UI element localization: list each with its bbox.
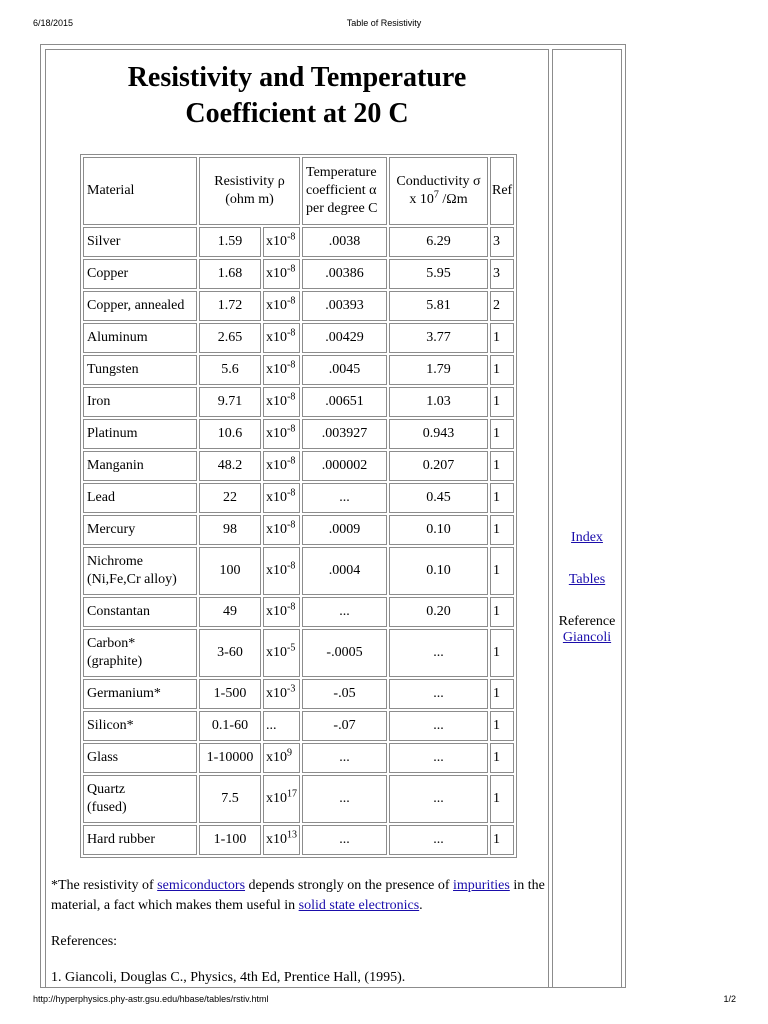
cell-resistivity: 9.71 [199,387,261,417]
cell-resistivity: 3-60 [199,629,261,677]
cell-ref: 1 [490,323,514,353]
cell-ref: 1 [490,387,514,417]
table-row [83,597,514,627]
material-name: Glass [87,750,119,765]
power-exponent: 13 [287,829,297,841]
cell-ref: 1 [490,547,514,595]
cell-power [263,259,300,289]
header-tempcoef-line1: Temperature [306,165,377,180]
cell-material [83,547,197,595]
table-row [83,451,514,481]
power-exponent: -5 [287,642,296,654]
cell-ref: 1 [490,679,514,709]
header-tempcoef-line3: per degree C [306,201,378,216]
cell-conductivity: 1.79 [389,355,488,385]
cell-power [263,629,300,677]
cell-power [263,711,300,741]
cell-conductivity: ... [389,711,488,741]
cell-ref: 3 [490,227,514,257]
power-exponent: -8 [287,455,296,467]
power-base: x10 [266,490,287,505]
cell-ref: 1 [490,515,514,545]
cell-resistivity: 100 [199,547,261,595]
cell-power [263,419,300,449]
cell-power [263,743,300,773]
power-exponent: -8 [287,487,296,499]
cell-power [263,355,300,385]
solid-state-electronics-link[interactable]: solid state electronics [298,898,420,913]
cell-power [263,291,300,321]
header-resistivity [199,157,300,225]
power-exponent: 17 [287,788,297,800]
cell-resistivity: 2.65 [199,323,261,353]
giancoli-link[interactable]: Giancoli [562,630,612,645]
power-base: x10 [266,234,287,249]
header-conductivity-line2-post: /Ωm [438,192,468,207]
cell-power [263,597,300,627]
references-label: References: [51,934,118,949]
header-tempcoef-line2: coefficient α [306,183,377,198]
cell-ref: 1 [490,355,514,385]
table-row [83,355,514,385]
table-row [83,323,514,353]
cell-temp-coefficient: .00651 [302,387,387,417]
material-name: Silver [87,234,121,249]
material-name: Mercury [87,522,136,537]
semiconductors-link[interactable]: semiconductors [157,878,246,893]
main-content [45,49,549,988]
page-title-line1: Resistivity and Temperature [127,62,467,93]
cell-material [83,355,197,385]
cell-power [263,547,300,595]
cell-material [83,825,197,855]
cell-resistivity: 10.6 [199,419,261,449]
impurities-link[interactable]: impurities [453,878,510,893]
cell-temp-coefficient: .00429 [302,323,387,353]
power-exponent: -8 [287,295,296,307]
cell-temp-coefficient: -.07 [302,711,387,741]
cell-material [83,743,197,773]
cell-ref: 1 [490,711,514,741]
cell-ref: 1 [490,629,514,677]
cell-resistivity: 0.1-60 [199,711,261,741]
cell-ref: 1 [490,419,514,449]
reference-item-1: 1. Giancoli, Douglas C., Physics, 4th Ed, Prentice Hall, (1995). [51,970,406,985]
table-row [83,711,514,741]
cell-ref: 1 [490,775,514,823]
cell-conductivity: 0.207 [389,451,488,481]
cell-power [263,775,300,823]
cell-power [263,323,300,353]
cell-temp-coefficient: .000002 [302,451,387,481]
header-conductivity [389,157,488,225]
cell-material [83,679,197,709]
note-text-4: . [419,898,423,913]
material-name: Aluminum [87,330,148,345]
power-exponent: -8 [287,560,296,572]
power-exponent: -8 [287,391,296,403]
table-row [83,679,514,709]
cell-material [83,629,197,677]
page-title-line2: Coefficient at 20 C [185,98,409,129]
cell-resistivity: 48.2 [199,451,261,481]
material-name: Silicon* [87,718,134,733]
material-name: Quartz [87,782,126,797]
cell-resistivity: 1-100 [199,825,261,855]
print-header [0,18,768,32]
header-ref: Ref [490,157,514,225]
cell-power [263,825,300,855]
cell-material [83,483,197,513]
cell-temp-coefficient: -.0005 [302,629,387,677]
header-conductivity-line2-pre: x 10 [409,192,434,207]
cell-resistivity: 22 [199,483,261,513]
material-subname: (fused) [87,800,127,815]
note-text-1: *The resistivity of [51,878,158,893]
power-exponent: -8 [287,231,296,243]
power-base: x10 [266,426,287,441]
table-row [83,291,514,321]
print-url: http://hyperphysics.phy-astr.gsu.edu/hbase/tables/rstiv.html [33,994,269,1004]
material-name: Germanium* [87,686,161,701]
power-base: x10 [266,330,287,345]
cell-conductivity: 1.03 [389,387,488,417]
cell-resistivity: 1.72 [199,291,261,321]
cell-conductivity: 5.81 [389,291,488,321]
print-date: 6/18/2015 [33,18,74,28]
power-base: x10 [266,832,287,847]
power-base: ... [266,718,277,733]
power-exponent: -8 [287,423,296,435]
cell-temp-coefficient: .0045 [302,355,387,385]
cell-material [83,419,197,449]
material-name: Hard rubber [87,832,156,847]
cell-material [83,227,197,257]
cell-material [83,711,197,741]
page-title [46,60,548,132]
reference-label: Reference [558,614,616,629]
cell-power [263,227,300,257]
power-base: x10 [266,563,287,578]
cell-conductivity: ... [389,775,488,823]
header-material: Material [83,157,197,225]
cell-ref: 2 [490,291,514,321]
cell-material [83,597,197,627]
page-frame [40,44,626,988]
cell-power [263,679,300,709]
table-row [83,547,514,595]
power-exponent: -8 [287,519,296,531]
power-base: x10 [266,686,287,701]
cell-conductivity: ... [389,825,488,855]
cell-temp-coefficient: ... [302,775,387,823]
table-row [83,743,514,773]
power-exponent: 9 [287,747,292,759]
cell-conductivity: 0.20 [389,597,488,627]
print-page-number: 1/2 [723,994,736,1004]
power-base: x10 [266,458,287,473]
cell-ref: 1 [490,743,514,773]
header-temp-coefficient [302,157,387,225]
material-name: Lead [87,490,115,505]
table-row [83,775,514,823]
cell-temp-coefficient: -.05 [302,679,387,709]
power-base: x10 [266,645,287,660]
semiconductor-note [51,876,546,916]
cell-conductivity: 0.45 [389,483,488,513]
material-subname: (Ni,Fe,Cr alloy) [87,572,177,587]
material-name: Manganin [87,458,144,473]
power-exponent: -8 [287,359,296,371]
cell-power [263,387,300,417]
cell-ref: 1 [490,597,514,627]
cell-power [263,515,300,545]
header-resistivity-line1: Resistivity ρ [214,174,285,189]
print-footer [0,994,768,1008]
cell-conductivity: ... [389,679,488,709]
power-base: x10 [266,394,287,409]
cell-material [83,775,197,823]
header-conductivity-line1: Conductivity σ [396,174,481,189]
cell-resistivity: 5.6 [199,355,261,385]
cell-temp-coefficient: ... [302,743,387,773]
cell-temp-coefficient: .0009 [302,515,387,545]
cell-power [263,483,300,513]
table-row [83,259,514,289]
table-row [83,387,514,417]
cell-temp-coefficient: .00386 [302,259,387,289]
cell-conductivity: 5.95 [389,259,488,289]
cell-temp-coefficient: ... [302,597,387,627]
power-base: x10 [266,266,287,281]
material-subname: (graphite) [87,654,143,669]
cell-ref: 1 [490,825,514,855]
cell-material [83,259,197,289]
cell-resistivity: 1.59 [199,227,261,257]
table-header-row [83,157,514,225]
power-exponent: -8 [287,601,296,613]
power-base: x10 [266,362,287,377]
cell-material [83,515,197,545]
cell-resistivity: 49 [199,597,261,627]
material-name: Iron [87,394,111,409]
index-link[interactable]: Index [571,530,603,545]
cell-conductivity: ... [389,743,488,773]
cell-conductivity: 0.10 [389,547,488,595]
cell-temp-coefficient: ... [302,825,387,855]
cell-conductivity: 0.10 [389,515,488,545]
cell-power [263,451,300,481]
cell-ref: 1 [490,483,514,513]
cell-temp-coefficient: ... [302,483,387,513]
table-row [83,515,514,545]
cell-resistivity: 7.5 [199,775,261,823]
material-name: Tungsten [87,362,139,377]
cell-material [83,451,197,481]
resistivity-table [80,154,517,858]
power-exponent: -8 [287,327,296,339]
cell-resistivity: 1-10000 [199,743,261,773]
power-base: x10 [266,298,287,313]
header-resistivity-line2: (ohm m) [225,192,274,207]
power-base: x10 [266,791,287,806]
material-name: Nichrome [87,554,143,569]
power-base: x10 [266,522,287,537]
cell-resistivity: 1.68 [199,259,261,289]
cell-conductivity: 6.29 [389,227,488,257]
material-name: Platinum [87,426,138,441]
cell-conductivity: ... [389,629,488,677]
cell-resistivity: 98 [199,515,261,545]
cell-resistivity: 1-500 [199,679,261,709]
note-text-2: depends strongly on the presence of [245,878,454,893]
cell-material [83,387,197,417]
cell-material [83,323,197,353]
cell-temp-coefficient: .0038 [302,227,387,257]
cell-ref: 1 [490,451,514,481]
power-exponent: -8 [287,263,296,275]
material-name: Copper [87,266,129,281]
table-row [83,419,514,449]
cell-temp-coefficient: .0004 [302,547,387,595]
material-name: Copper, annealed [87,298,185,313]
tables-link[interactable]: Tables [568,572,606,587]
header-conductivity-exp: 7 [433,189,439,201]
table-row [83,825,514,855]
table-row [83,227,514,257]
cell-ref: 3 [490,259,514,289]
cell-conductivity: 3.77 [389,323,488,353]
cell-conductivity: 0.943 [389,419,488,449]
side-navigation [552,49,622,988]
table-row [83,483,514,513]
material-name: Carbon* [87,636,136,651]
cell-temp-coefficient: .003927 [302,419,387,449]
table-row [83,629,514,677]
note-text-3: in the material, a fact which makes them useful in [51,878,545,913]
power-base: x10 [266,604,287,619]
print-title: Table of Resistivity [346,18,422,28]
power-exponent: -3 [287,683,296,695]
power-base: x10 [266,750,287,765]
material-name: Constantan [87,604,150,619]
cell-material [83,291,197,321]
cell-temp-coefficient: .00393 [302,291,387,321]
